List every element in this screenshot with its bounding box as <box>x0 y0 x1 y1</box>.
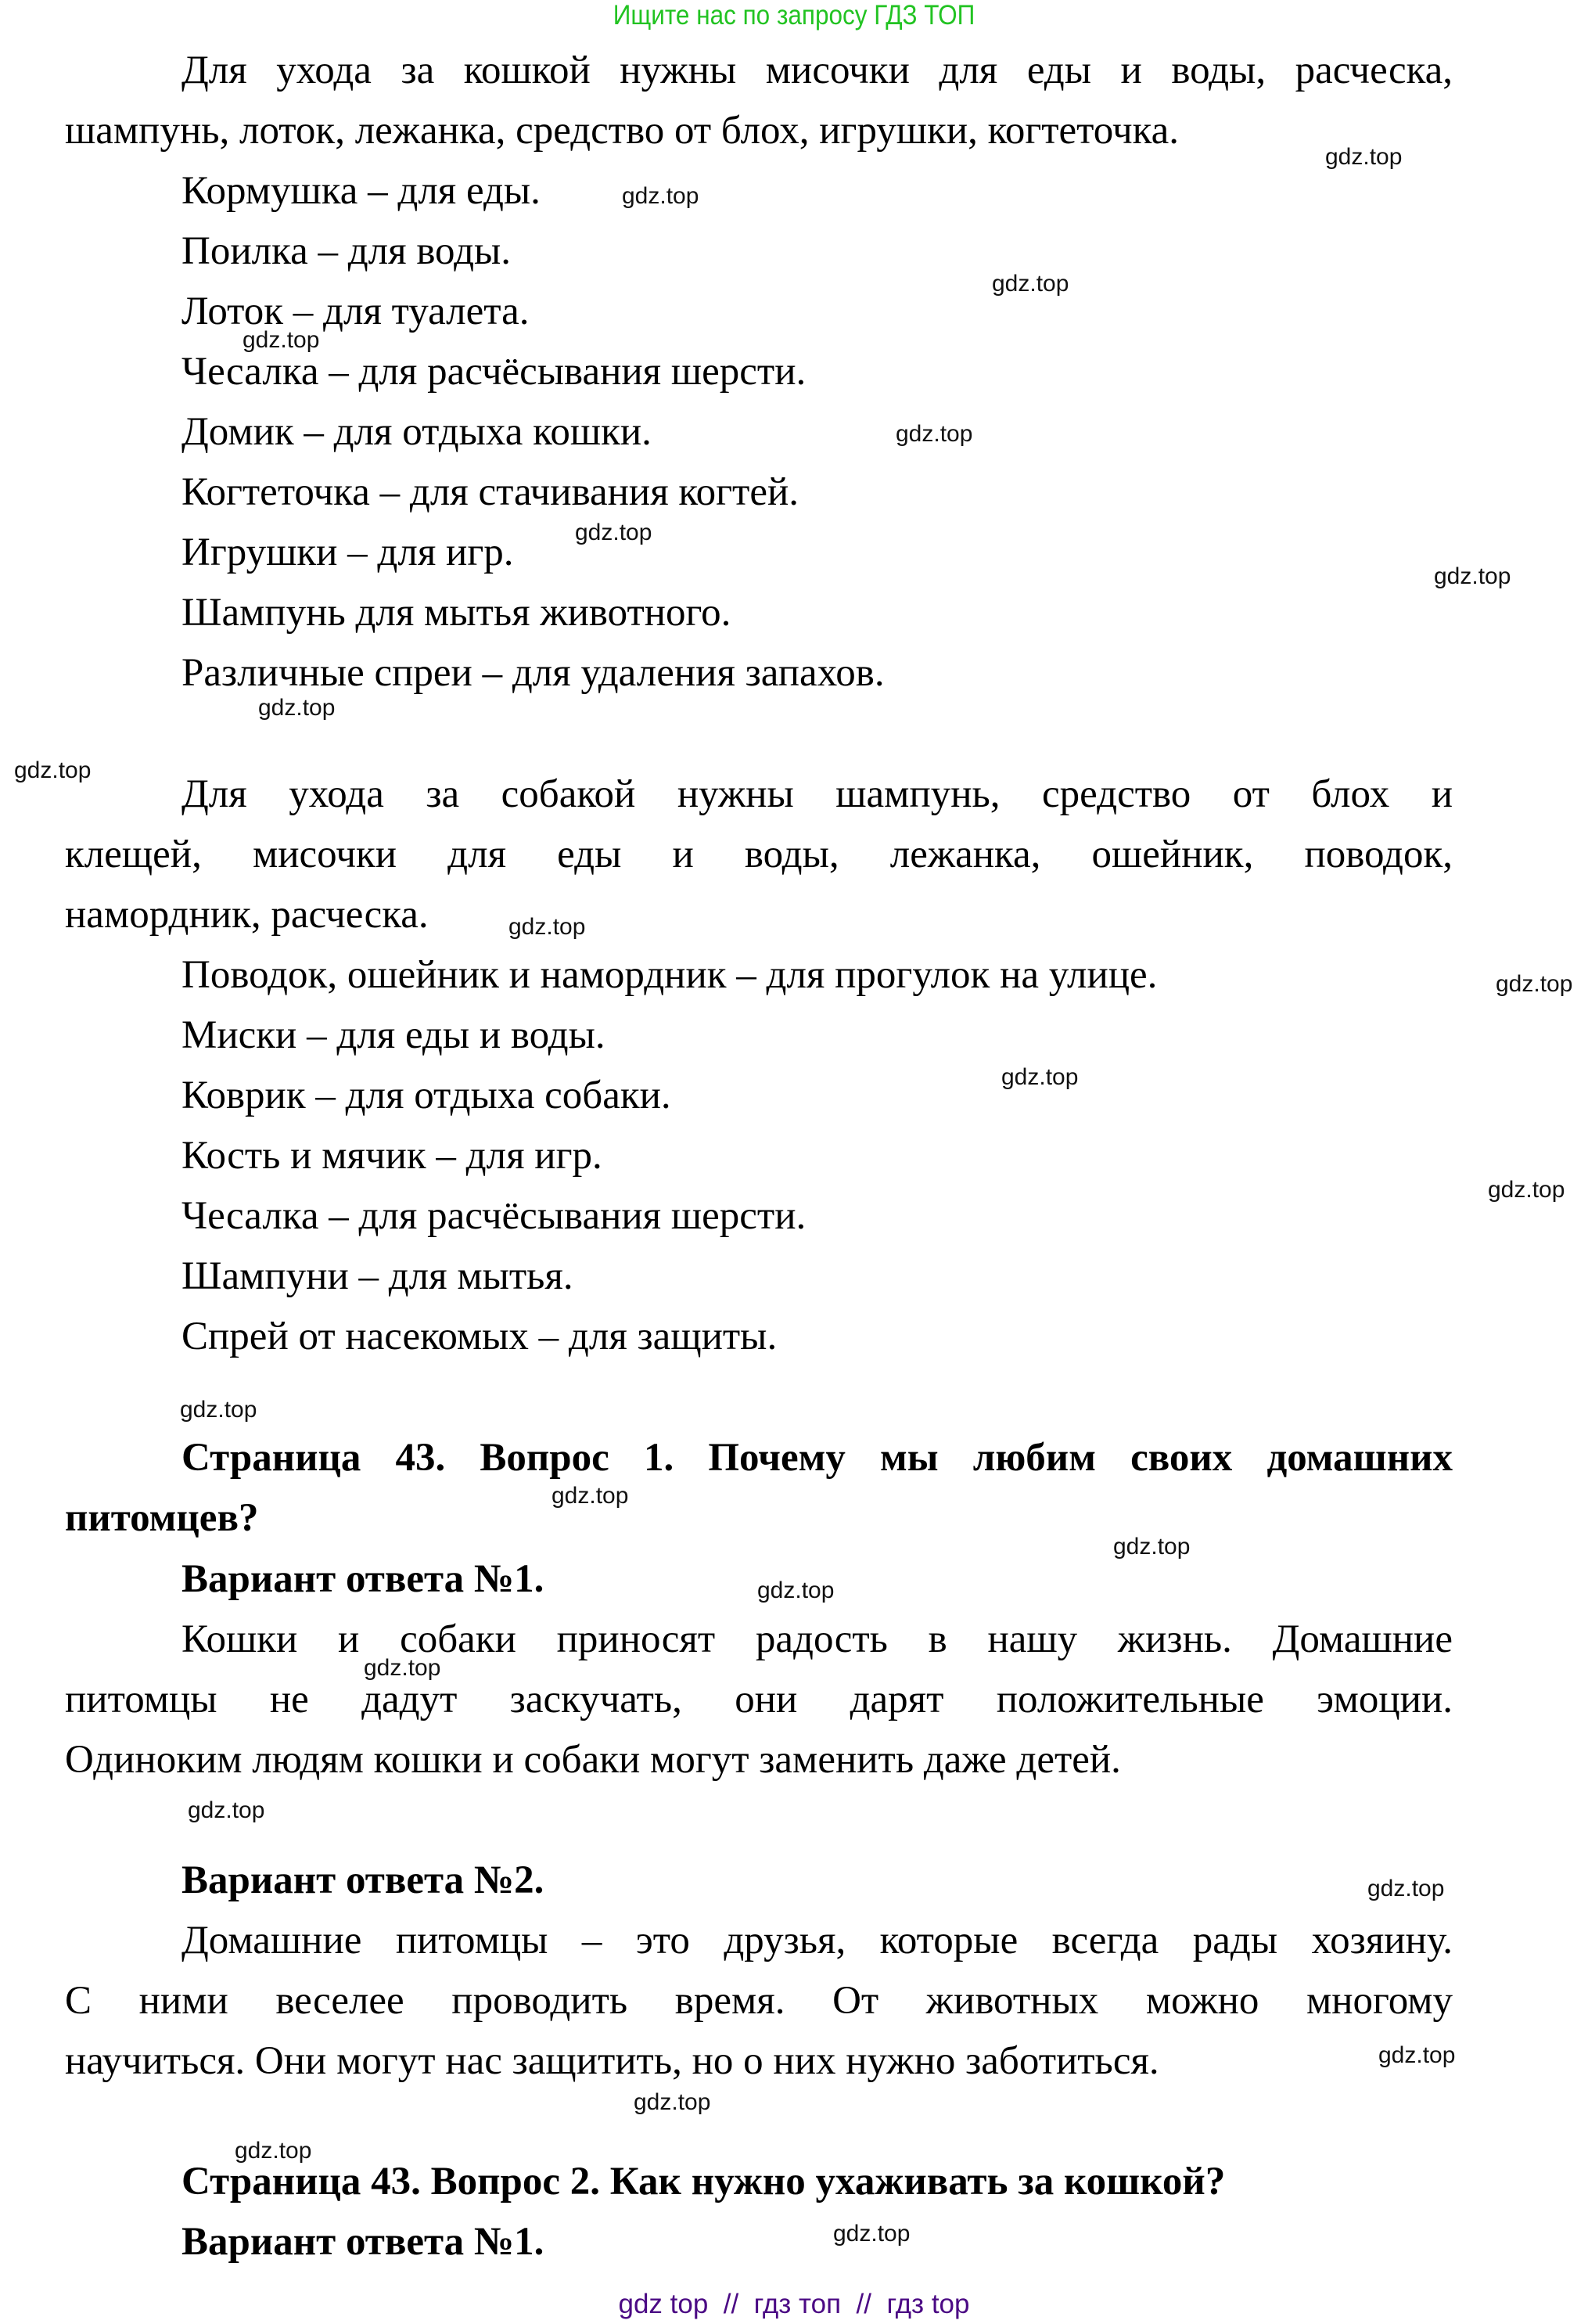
watermark: gdz.top <box>258 695 336 721</box>
watermark: gdz.top <box>1001 1064 1079 1090</box>
dog-intro-line-1: Для ухода за собакой нужны шампунь, средство от блох и <box>181 772 1453 816</box>
q1-variant2-line-3: научиться. Они могут нас защитить, но о них нужно заботиться. <box>65 2039 1159 2083</box>
watermark: gdz.top <box>575 520 652 545</box>
watermark: gdz.top <box>551 1483 629 1509</box>
watermark: gdz.top <box>1496 971 1573 997</box>
q1-variant2-line-1: Домашние питомцы – это друзья, которые всегда рады хозяину. <box>181 1919 1453 1962</box>
watermark: gdz.top <box>1113 1534 1191 1560</box>
footer-links[interactable]: gdz top // гдз топ // гдз top <box>618 2289 970 2319</box>
dog-item: Кость и мячик – для игр. <box>181 1134 602 1178</box>
watermark: gdz.top <box>1367 1876 1445 1901</box>
q2-variant1-label: Вариант ответа №1. <box>181 2220 544 2264</box>
watermark: gdz.top <box>180 1397 257 1423</box>
dog-intro-line-3: намордник, расческа. <box>65 893 429 937</box>
watermark: gdz.top <box>622 183 699 209</box>
dog-item: Чесалка – для расчёсывания шерсти. <box>181 1194 807 1238</box>
dog-item: Миски – для еды и воды. <box>181 1013 605 1057</box>
cat-item: Игрушки – для игр. <box>181 531 514 574</box>
watermark: gdz.top <box>243 327 320 353</box>
dog-intro-line-2: клещей, мисочки для еды и воды, лежанка, ошейник, поводок, <box>65 833 1453 876</box>
watermark: gdz.top <box>1488 1177 1565 1203</box>
search-banner[interactable]: Ищите нас по запросу ГДЗ ТОП <box>613 0 975 31</box>
q1-variant1-line-3: Одиноким людям кошки и собаки могут заменить даже детей. <box>65 1738 1121 1782</box>
watermark: gdz.top <box>1325 144 1403 170</box>
q1-variant1-label: Вариант ответа №1. <box>181 1557 544 1601</box>
q1-variant1-line-1: Кошки и собаки приносят радость в нашу жизнь. Домашние <box>181 1617 1453 1661</box>
q1-variant2-label: Вариант ответа №2. <box>181 1858 544 1902</box>
dog-item: Шампуни – для мытья. <box>181 1254 573 1298</box>
cat-item: Когтеточка – для стачивания когтей. <box>181 470 799 514</box>
watermark: gdz.top <box>896 421 973 447</box>
cat-item: Различные спреи – для удаления запахов. <box>181 651 885 695</box>
dog-item: Спрей от насекомых – для защиты. <box>181 1315 778 1358</box>
watermark: gdz.top <box>508 914 586 940</box>
watermark: gdz.top <box>992 271 1069 297</box>
cat-item: Поилка – для воды. <box>181 229 512 273</box>
watermark: gdz.top <box>235 2138 312 2164</box>
cat-item: Шампунь для мытья животного. <box>181 591 731 635</box>
watermark: gdz.top <box>833 2221 911 2247</box>
cat-intro-line-2: шампунь, лоток, лежанка, средство от блох, игрушки, когтеточка. <box>65 109 1180 153</box>
q1-variant2-line-2: С ними веселее проводить время. От животных можно многому <box>65 1979 1453 2023</box>
cat-item: Чесалка – для расчёсывания шерсти. <box>181 350 807 394</box>
watermark: gdz.top <box>1434 563 1511 589</box>
watermark: gdz.top <box>364 1655 441 1681</box>
q2-heading: Страница 43. Вопрос 2. Как нужно ухаживать за кошкой? <box>181 2160 1226 2203</box>
q1-heading-line-2: питомцев? <box>65 1496 259 1540</box>
q1-heading-line-1: Страница 43. Вопрос 1. Почему мы любим своих домашних <box>181 1436 1453 1480</box>
watermark: gdz.top <box>757 1578 835 1603</box>
watermark: gdz.top <box>1378 2042 1456 2068</box>
watermark: gdz.top <box>634 2089 711 2115</box>
dog-item: Поводок, ошейник и намордник – для прогулок на улице. <box>181 953 1158 997</box>
cat-intro-line-1: Для ухода за кошкой нужны мисочки для еды и воды, расческа, <box>181 49 1453 92</box>
watermark: gdz.top <box>14 757 92 783</box>
cat-item: Лоток – для туалета. <box>181 290 530 333</box>
dog-item: Коврик – для отдыха собаки. <box>181 1074 671 1117</box>
q1-variant1-line-2: питомцы не дадут заскучать, они дарят положительные эмоции. <box>65 1678 1453 1721</box>
watermark: gdz.top <box>188 1797 265 1823</box>
cat-item: Кормушка – для еды. <box>181 169 541 213</box>
cat-item: Домик – для отдыха кошки. <box>181 410 652 454</box>
